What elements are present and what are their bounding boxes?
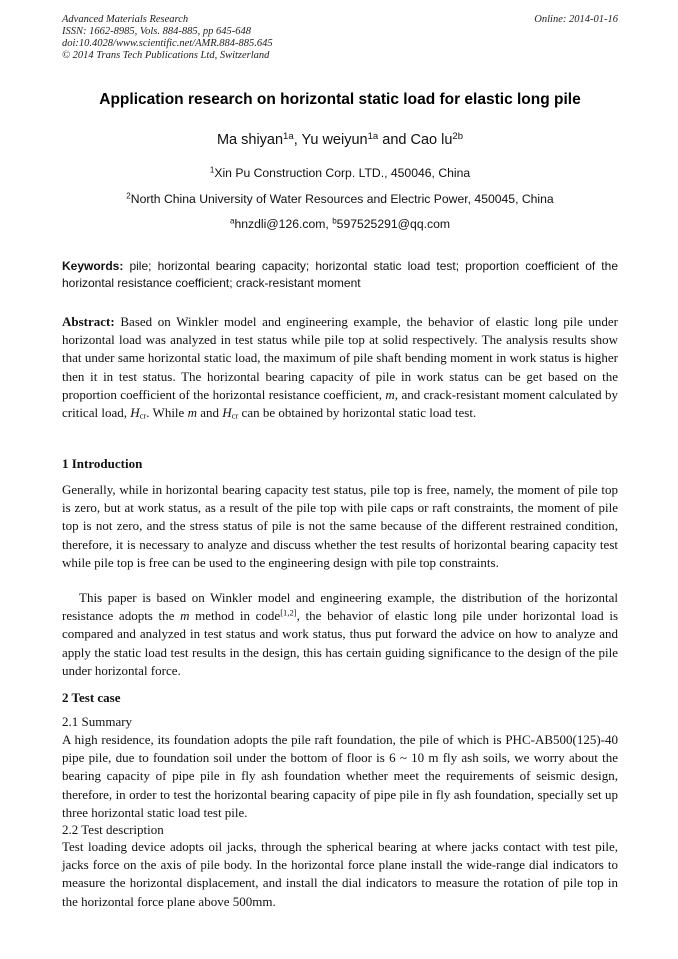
abstract-text: Based on Winkler model and engineering example, the behavior of elastic long pile under horizontal load was analyzed in test status while pile top at solid respectively. The analysis results show that under same horizontal static load, the maximum of pile shaft bending moment in work status is higher then it in test status. The horizontal bearing capacity of pile in work status can be get based on the proportion coefficient of the horizontal resistance coefficient,: [62, 314, 618, 402]
author-affil-mark: 1a: [367, 130, 379, 142]
author-separator: and: [378, 132, 411, 148]
email-line: [62, 216, 618, 232]
affiliation-mark: 2: [126, 191, 131, 201]
email-b: 597525291@qq.com: [336, 217, 451, 231]
citation: [1,2]: [280, 607, 297, 618]
email-mark: b: [332, 216, 337, 226]
journal-header: [62, 14, 618, 62]
issn-line: ISSN: 1662-8985, Vols. 884-885, pp 645-648: [62, 26, 251, 37]
keywords-text: pile; horizontal bearing capacity; horizontal static load test; proportion coefficient of the horizontal resistance coefficient; crack-resistant moment: [62, 259, 618, 290]
affiliation-text: Xin Pu Construction Corp. LTD., 450046, China: [214, 166, 471, 180]
intro-text: method in code: [189, 608, 281, 624]
doi-line: doi:10.4028/www.scientific.net/AMR.884-885.645: [62, 38, 273, 49]
symbol-h-subscript: cr: [231, 410, 239, 421]
affiliation-2: [62, 191, 618, 207]
symbol-m: m: [187, 405, 197, 421]
online-date: Online: 2014-01-16: [534, 14, 618, 25]
subsection-heading-summary: 2.1 Summary: [62, 714, 133, 729]
abstract-text: . While: [146, 405, 188, 421]
author-name: Yu weiyun: [301, 132, 368, 148]
copyright-line: © 2014 Trans Tech Publications Ltd, Switzerland: [62, 50, 270, 61]
keywords-label: Keywords:: [62, 259, 124, 273]
abstract-text: can be obtained by horizontal static load test.: [238, 405, 477, 421]
affiliation-text: North China University of Water Resources and Electric Power, 450045, China: [130, 192, 554, 206]
symbol-h: H: [222, 405, 232, 421]
symbol-h-subscript: cr: [139, 410, 147, 421]
affiliation-1: [62, 165, 618, 181]
summary-paragraph: A high residence, its foundation adopts the pile raft foundation, the pile of which is PHC-AB500(125)-40 pipe pile, due to foundation soil under the bottom of floor is 6 ~ 10 m fly ash soils, we worry about the bearing capacity of pipe pile in fly ash foundation whether meet the requirements of seismic design, therefore, in order to test the horizontal bearing capacity of pipe pile in fly ash foundation, specially set up three horizontal static load test pile.: [62, 732, 618, 820]
intro-text: , the behavior of elastic long pile under horizontal load is compared and analyzed in test status and work status, thus put forward the advice on how to analyze and apply the static load test results in the design, this has certain guiding significance to the design of the pile under horizontal force.: [62, 608, 619, 678]
test-description-paragraph: Test loading device adopts oil jacks, through the spherical bearing at where jacks contact with test pile, jacks force on the axis of pile body. In the horizontal force plane install the wide-range dial indicators to measure the horizontal displacement, and install the dial indicators to measure the rotation of pile top in the horizontal force plane above 500mm.: [62, 839, 618, 909]
abstract-block: [62, 313, 618, 422]
paper-title: Application research on horizontal static load for elastic long pile: [99, 91, 581, 108]
section-heading-test-case: 2 Test case: [62, 690, 121, 705]
author-name: Ma shiyan: [216, 132, 284, 148]
abstract-text: and: [196, 405, 223, 421]
email-mark: a: [229, 216, 235, 226]
email-a: hnzdli@126.com,: [234, 217, 333, 231]
section-heading-introduction: 1 Introduction: [62, 456, 143, 471]
symbol-m: m: [180, 608, 190, 624]
subsection-heading-test-description: 2.2 Test description: [62, 822, 164, 837]
abstract-label: Abstract:: [62, 314, 115, 329]
keywords-block: [62, 258, 618, 292]
symbol-m: m: [385, 386, 395, 402]
intro-paragraph-2: [62, 589, 618, 680]
intro-paragraph-1: Generally, while in horizontal bearing capacity test status, pile top is free, namely, the moment of pile top is zero, but at work status, as a result of the pile top with pile caps or raft constraints, the moment of pile top is not zero, and the stress status of pile is not the same because of the different restrained condition, therefore, it is necessary to analyze and discuss whether the test results of horizontal bearing capacity test while pile top is free can be used to the engineering design with pile top constraints.: [62, 482, 618, 570]
author-affil-mark: 1a: [283, 130, 294, 142]
author-line: [62, 130, 618, 150]
journal-name: Advanced Materials Research: [62, 14, 189, 25]
abstract-text: , and crack-resistant moment calculated by critical load,: [62, 386, 618, 421]
author-name: Cao lu: [410, 132, 453, 148]
author-separator: ,: [293, 132, 302, 148]
intro-text: This paper is based on Winkler model and engineering example, the distribution of the horizontal resistance adopts the: [62, 590, 618, 624]
affiliation-mark: 1: [209, 165, 215, 175]
author-affil-mark: 2b: [452, 130, 464, 142]
symbol-h: H: [130, 405, 140, 421]
